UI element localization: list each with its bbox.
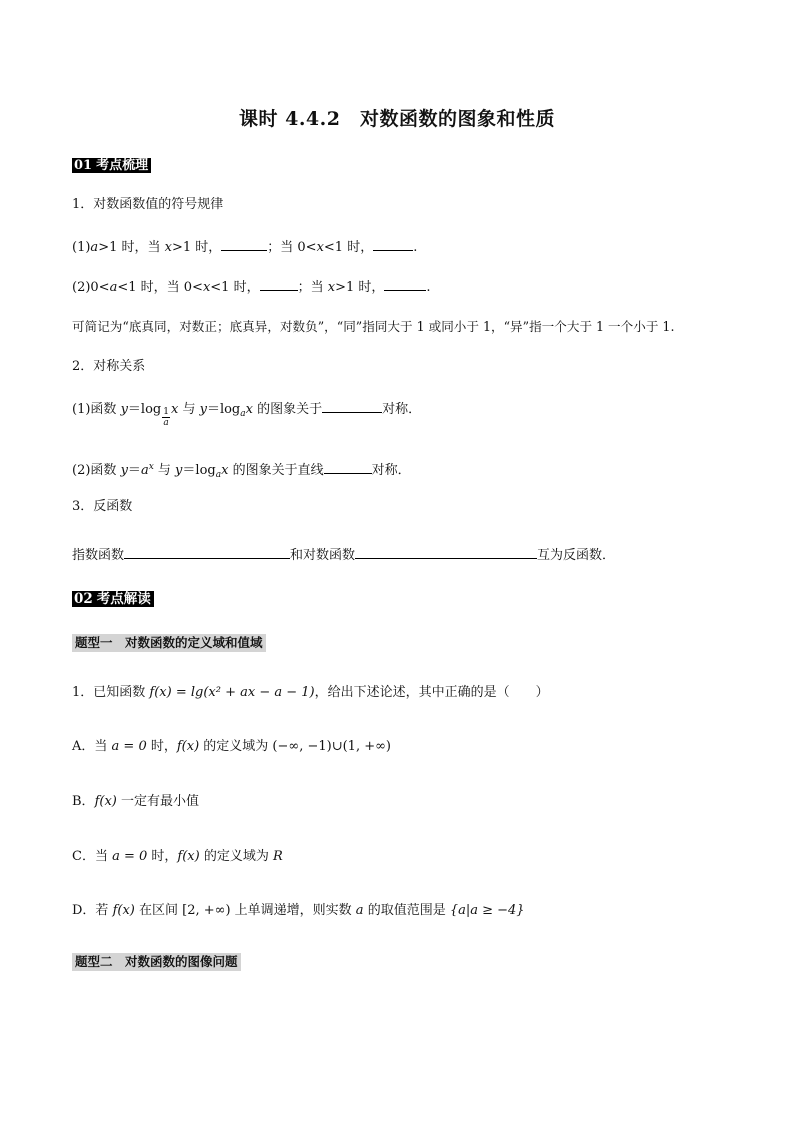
text: 上单调递增，则实数 (230, 903, 356, 918)
text: >1 时，当 (98, 240, 165, 255)
option-a[interactable] (72, 738, 391, 756)
numerator: 1 (163, 407, 169, 417)
formula: a = 0 (112, 849, 148, 864)
question-stem (72, 684, 549, 702)
denominator: a (163, 418, 169, 428)
option-d[interactable] (72, 902, 525, 920)
symmetry-line-1 (72, 400, 421, 428)
text: (1) (72, 240, 91, 255)
text: ＝ (127, 463, 141, 478)
text: ＝log (206, 402, 241, 417)
text: . (426, 280, 431, 295)
text: (1)函数 (72, 402, 121, 417)
text: 与 (153, 463, 176, 478)
var: x (221, 463, 229, 478)
section-label: 考点解读 (95, 591, 154, 607)
text: ＝log (182, 463, 216, 478)
text: 的取值范围是 (363, 903, 450, 918)
text: >1 时， (171, 240, 222, 255)
section-label: 考点梳理 (94, 158, 151, 173)
formula: a (355, 903, 364, 918)
answer-blank[interactable] (260, 278, 298, 291)
answer-blank[interactable] (355, 546, 537, 559)
var: x (202, 280, 211, 295)
page-title: 课时 4.4.2 对数函数的图象和性质 (238, 108, 555, 130)
option-b[interactable] (72, 793, 199, 811)
formula: [2, +∞) (182, 903, 231, 918)
var: y (199, 402, 207, 417)
text: 的图象关于直线 (228, 463, 324, 478)
text: 在区间 (134, 903, 183, 918)
question-type-2: 题型二 对数函数的图像问题 (72, 953, 241, 971)
formula: (−∞, −1)∪(1, +∞) (272, 739, 392, 754)
formula: R (272, 849, 283, 864)
answer-blank[interactable] (322, 400, 382, 413)
superscript: x (148, 462, 154, 472)
text: (2)0< (72, 280, 110, 295)
text: ；当 (297, 280, 328, 295)
mnemonic-note: 可简记为“底真同，对数正；底真异，对数负”，“同”指同大于 1 或同小于 1，“异”指一个大于 1 一个小于 1. (72, 319, 675, 334)
var: y (175, 463, 183, 478)
text: 的定义域为 (199, 739, 273, 754)
answer-blank[interactable] (324, 461, 372, 474)
section-header-2 (72, 589, 154, 609)
answer-blank[interactable] (221, 238, 267, 251)
text: >1 时， (335, 280, 385, 295)
var: x (316, 240, 324, 255)
text: 与 (178, 402, 200, 417)
text: 1．已知函数 (72, 685, 150, 700)
text: (2)函数 (72, 463, 121, 478)
formula: f(x) (177, 849, 200, 864)
inverse-line (72, 546, 615, 565)
formula: f(x) = lg(x² + ax − a − 1) (149, 685, 315, 700)
text: 的定义域为 (199, 849, 273, 864)
formula: {a|a ≥ −4} (449, 903, 525, 918)
text: A．当 (72, 739, 112, 754)
var: x (170, 402, 179, 417)
text: 对称． (371, 463, 411, 478)
text: <1 时， (210, 280, 260, 295)
text: 时， (146, 739, 177, 754)
var: a (90, 240, 99, 255)
text: 一定有最小值 (116, 794, 199, 809)
text: 时， (147, 849, 178, 864)
var: x (245, 402, 253, 417)
text: ；当 0< (267, 240, 317, 255)
var: a (140, 463, 149, 478)
subscript: a (240, 409, 246, 419)
text: 指数函数 (72, 548, 125, 563)
var: y (120, 402, 128, 417)
text: ，给出下述论述，其中正确的是（ ） (314, 685, 549, 700)
text: 和对数函数 (290, 548, 356, 563)
formula: f(x) (94, 794, 117, 809)
text: . (413, 240, 418, 255)
question-type-1: 题型一 对数函数的定义域和值域 (72, 634, 266, 652)
fraction (162, 407, 170, 428)
var: a (109, 280, 118, 295)
text: C．当 (72, 849, 113, 864)
formula: a = 0 (111, 739, 147, 754)
sign-rule-line-1 (72, 238, 417, 257)
var: y (120, 463, 128, 478)
formula: f(x) (112, 903, 135, 918)
text: B． (72, 794, 95, 809)
section-number: 02 (74, 591, 93, 607)
text: <1 时， (323, 240, 374, 255)
heading-symmetry: 2．对称关系 (72, 359, 146, 374)
answer-blank[interactable] (384, 278, 426, 291)
text: <1 时，当 0< (117, 280, 203, 295)
text: ＝log (127, 402, 162, 417)
section-number: 01 (74, 158, 93, 173)
var: x (327, 280, 336, 295)
var: x (164, 240, 172, 255)
answer-blank[interactable] (124, 546, 290, 559)
section-header-1 (72, 157, 151, 175)
symmetry-line-2 (72, 458, 411, 484)
text: 对称． (382, 402, 422, 417)
heading-inverse: 3．反函数 (72, 499, 133, 514)
sign-rule-line-2 (72, 278, 431, 297)
heading-sign-rule: 1．对数函数值的符号规律 (72, 197, 224, 212)
text: 的图象关于 (252, 402, 323, 417)
text: D．若 (72, 903, 113, 918)
subscript: a (215, 470, 222, 480)
option-c[interactable] (72, 848, 283, 866)
answer-blank[interactable] (373, 238, 413, 251)
text: 互为反函数． (537, 548, 616, 563)
formula: f(x) (176, 739, 200, 754)
